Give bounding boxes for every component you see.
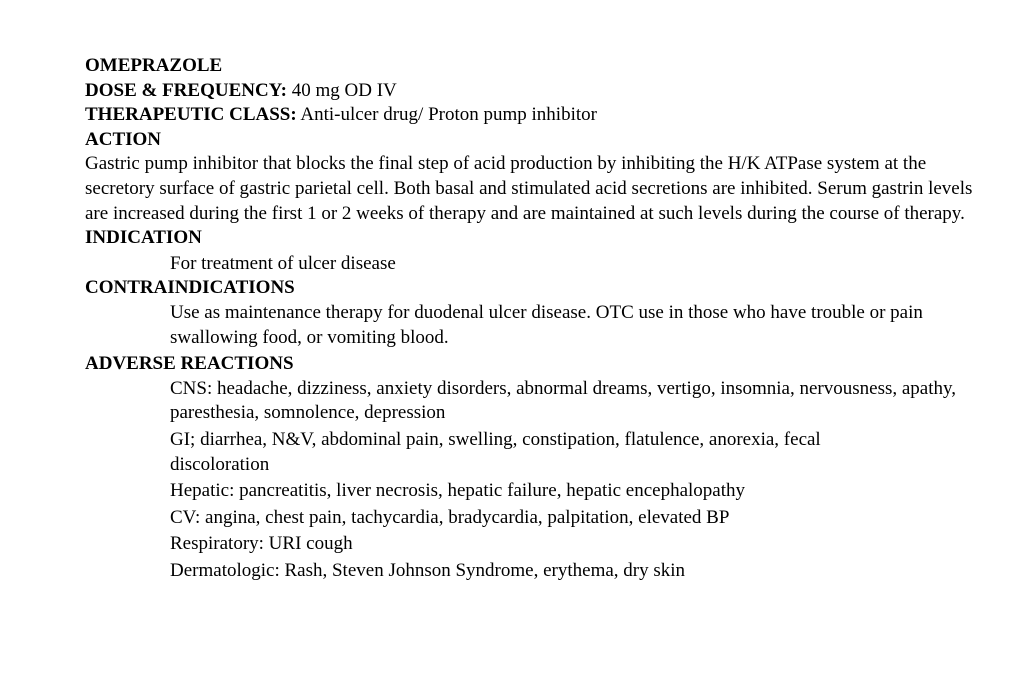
action-text: Gastric pump inhibitor that blocks the final step of acid production by inhibiting the H/K ATPase system at the secretory surface of gastric parietal cell. Both basal and stimulated acid secretions are inhibited. Serum gastrin levels are increased during the first 1 or 2 weeks of therapy and are maintained at such levels during the course of therapy. [85, 153, 973, 224]
contraindications-text: Use as maintenance therapy for duodenal ulcer disease. OTC use in those who have trouble or pain swallowing food, or vomiting blood. [170, 301, 923, 348]
action-heading: ACTION [85, 128, 162, 150]
list-item: CNS: headache, dizziness, anxiety disorders, abnormal dreams, vertigo, insomnia, nervousness, apathy, paresthesia, somnolence, depression [170, 377, 957, 424]
adverse-reactions-heading: ADVERSE REACTIONS [85, 353, 294, 375]
class-label: THERAPEUTIC CLASS: [85, 104, 297, 126]
indication-heading: INDICATION [85, 227, 202, 249]
list-item: Hepatic: pancreatitis, liver necrosis, hepatic failure, hepatic encephalopathy [170, 480, 746, 502]
dose-value: 40 mg OD IV [287, 79, 397, 101]
list-item: GI; diarrhea, N&V, abdominal pain, swelling, constipation, flatulence, anorexia, fecal discoloration [170, 428, 821, 475]
class-value: Anti-ulcer drug/ Proton pump inhibitor [296, 104, 597, 126]
drug-name: OMEPRAZOLE [85, 55, 223, 76]
indication-text: For treatment of ulcer disease [170, 252, 396, 274]
drug-card [85, 54, 985, 585]
contraindications-heading: CONTRAINDICATIONS [85, 277, 295, 299]
dose-label: DOSE & FREQUENCY: [85, 79, 287, 101]
list-item: CV: angina, chest pain, tachycardia, bradycardia, palpitation, elevated BP [170, 506, 730, 528]
list-item: Dermatologic: Rash, Steven Johnson Syndrome, erythema, dry skin [170, 559, 686, 581]
therapeutic-class [85, 103, 985, 128]
adverse-reactions-list [85, 377, 985, 584]
dose-frequency [85, 79, 985, 104]
list-item: Respiratory: URI cough [170, 533, 353, 555]
